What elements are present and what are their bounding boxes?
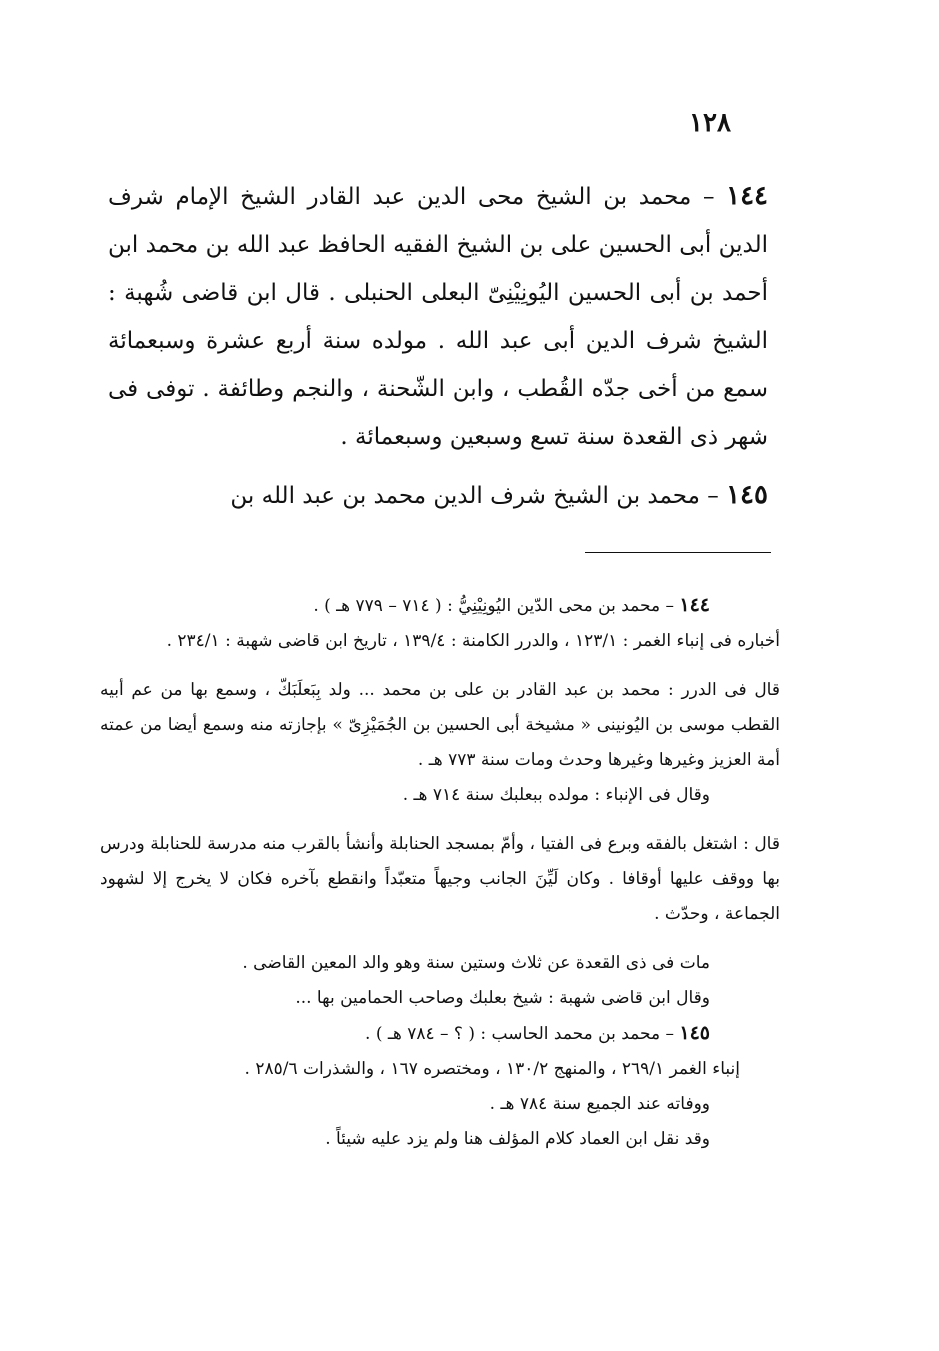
entry-144-number: ١٤٤ (726, 181, 769, 211)
entry-145-text: محمد بن الشيخ شرف الدين محمد بن عبد الله بن (230, 483, 700, 509)
note-144-title: – محمد بن محى الدّين اليُونِيْنِيُّ : ( ٧١٤ – ٧٧٩ هـ ) . (313, 596, 680, 616)
footnote-divider (585, 552, 771, 553)
entry-144-dash: – (691, 184, 727, 210)
note-145-number: ١٤٥ (679, 1022, 710, 1044)
note-144-qal: قال : اشتغل بالفقه وبرع فى الفتيا ، وأمّ بمسجد الحنابلة وأنشأ بالقرب منه مدرسة للحنابلة ودرس بها ووقف عليها أوقافا . وكان لَيِّنَ الجانب وجيهاً متعبّداً وانقطع بآخره فكان لا يخرج إلا لشهود الجماعة ، وحدّث . (100, 834, 780, 924)
entry-145-dash: – (699, 483, 727, 509)
note-145-imad: وقد نقل ابن العماد كلام المؤلف هنا ولم يزد عليه شيئاً . (325, 1129, 710, 1149)
note-145-sources: إنباء الغمر ٢٦٩/١ ، والمنهج ١٣٠/٢ ، ومختصره ١٦٧ ، والشذرات ٢٨٥/٦ . (244, 1059, 740, 1079)
entry-145-number: ١٤٥ (726, 480, 768, 510)
entry-144-text: محمد بن الشيخ محى الدين عبد القادر الشيخ الإمام شرف الدين أبى الحسين على بن الشيخ الفقيه الحافظ عبد الله بن محمد ابن أحمد بن أبى الحسين اليُونِيْنِىّ البعلى الحنبلى . قال ابن قاضى شُهبة : الشيخ شرف الدين أبى عبد الله . مولده سنة أربع عشرة وسبعمائة سمع من أخى جدّه القُطب ، وابن الشّحنة ، والنجم وطائفة . توفى فى شهر ذى القعدة سنة تسع وسبعين وسبعمائة . (108, 184, 768, 450)
note-144-death: مات فى ذى القعدة عن ثلاث وستين سنة وهو والد المعين القاضى . (242, 953, 710, 973)
footnotes (100, 588, 780, 1157)
note-144-heading (100, 588, 780, 624)
note-144-shuhba: وقال ابن قاضى شهبة : شيخ بعلبك وصاحب الحمامين بها ... (295, 988, 710, 1008)
main-text (108, 172, 768, 530)
entry-144 (108, 172, 768, 461)
note-144-durar: قال فى الدرر : محمد بن عبد القادر بن على بن محمد ... ولد بِبَعلَبَكّ ، وسمع بها من عم أبيه القطب موسى بن اليُونينى « مشيخة أبى الحسين بن الجُمَيْزِىّ » بإجازته منه وسمع أيضا من عمته أمة العزيز وغيرها وغيرها وحدث ومات سنة ٧٧٣ هـ . (100, 680, 780, 770)
note-144-sources: أخباره فى إنباء الغمر : ١٢٣/١ ، والدرر الكامنة : ١٣٩/٤ ، تاريخ ابن قاضى شهبة : ٢٣٤/١ . (166, 631, 780, 651)
entry-145 (108, 471, 768, 520)
note-145-heading (100, 1016, 780, 1052)
note-144-inba: وقال فى الإنباء : مولده ببعلبك سنة ٧١٤ هـ . (402, 785, 710, 805)
page-number: ١٢٨ (689, 108, 731, 138)
note-145-title: – محمد بن محمد الحاسب : ( ؟ – ٧٨٤ هـ ) . (365, 1024, 680, 1044)
note-145-death: ووفاته عند الجميع سنة ٧٨٤ هـ . (489, 1094, 710, 1114)
note-144-number: ١٤٤ (679, 594, 710, 616)
